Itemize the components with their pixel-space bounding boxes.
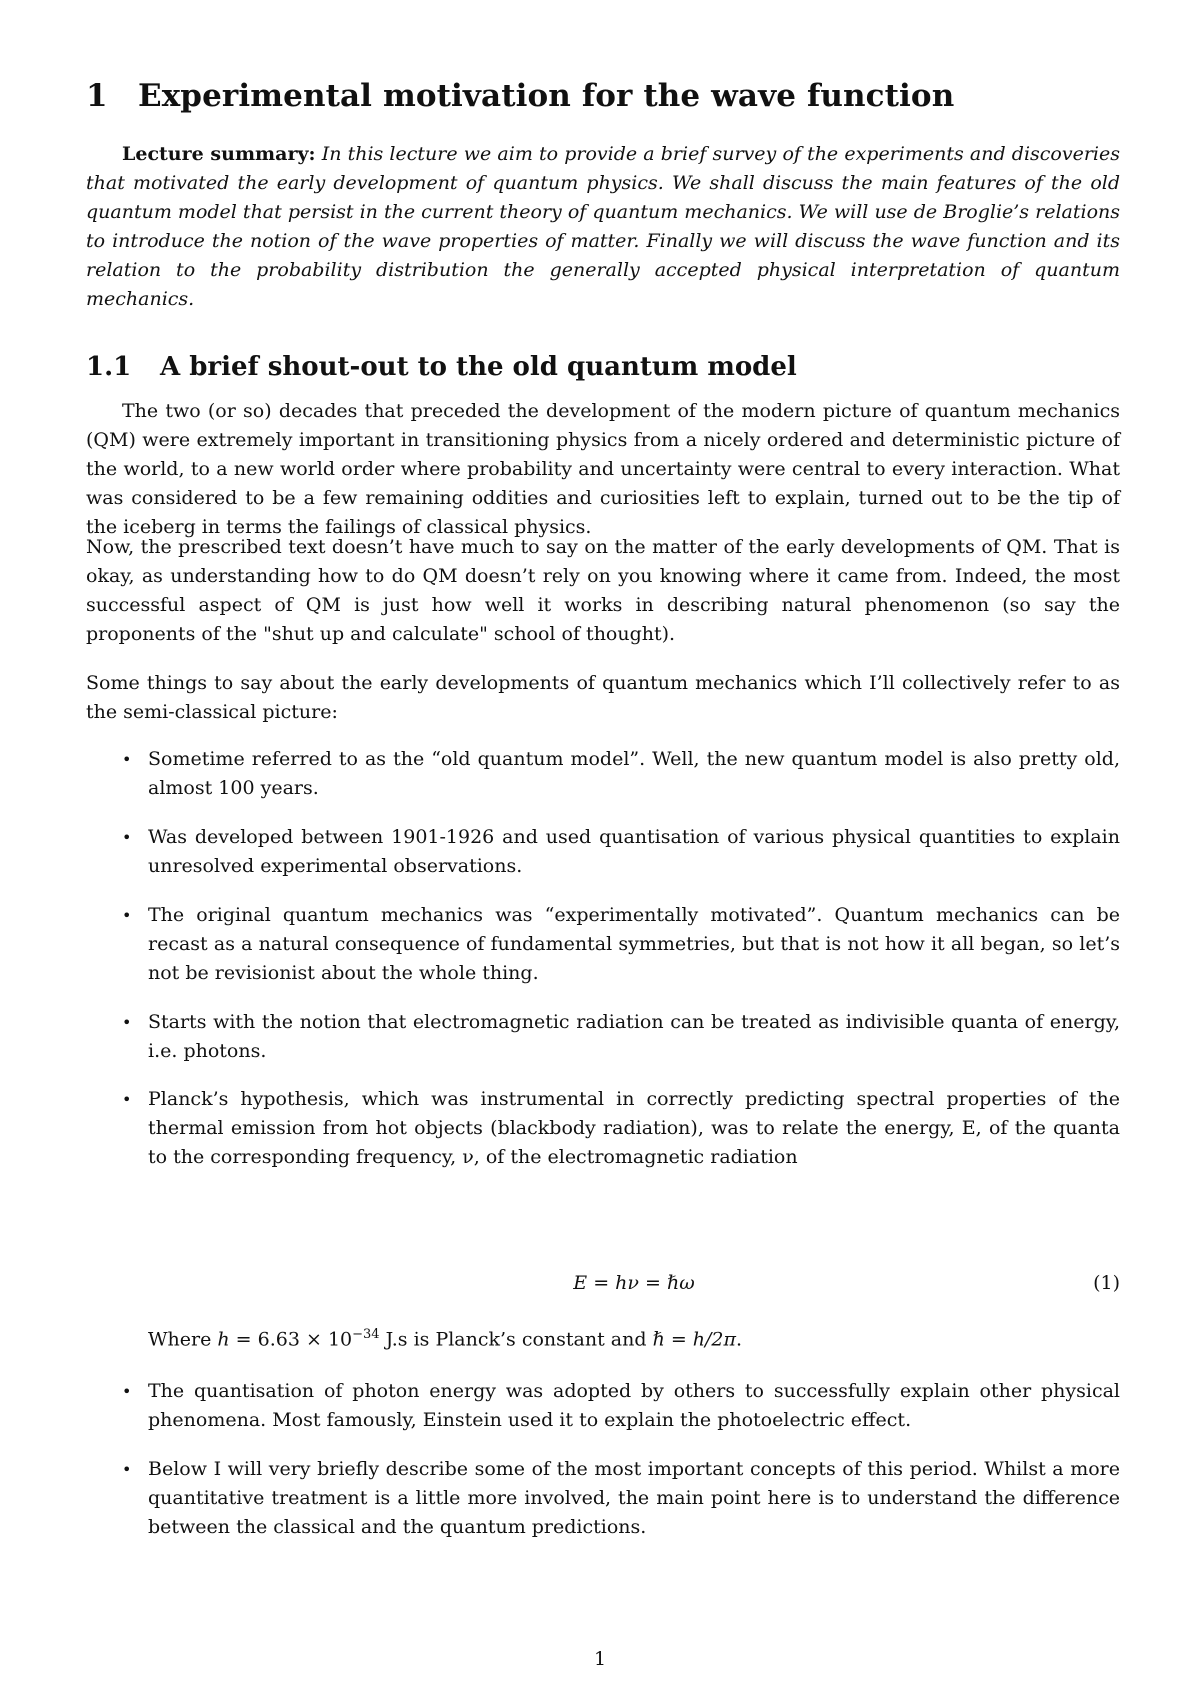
paragraph: The two (or so) decades that preceded the development of the modern picture of quantum mechanics (QM) were extremely important in transitioning physics from a nicely ordered and deterministic picture of the world, to a new world order where probability and uncertainty were central to every interaction. What was considered to be a few remaining oddities and curiosities left to explain, turned out to be the tip of the iceberg in terms the failings of classical physics. (86, 400, 1120, 538)
bullet-icon: • (122, 906, 132, 925)
paragraph: Some things to say about the early developments of quantum mechanics which I’ll collectively refer to as the semi-classical picture: (86, 672, 1120, 723)
h-value: = 6.63 × 10 (229, 1328, 353, 1351)
where-text-2: J.s is Planck’s constant and (379, 1328, 653, 1351)
equation-number: (1) (1093, 1272, 1120, 1294)
list-item-text: Was developed between 1901-1926 and used quantisation of various physical quantities to explain unresolved experimental observations. (148, 826, 1120, 877)
list-item-text: Planck’s hypothesis, which was instrumental in correctly predicting spectral properties of the thermal emission from hot objects (blackbody radiation), was to relate the energy, E, of the quanta to the corresponding frequency, ν, of the electromagnetic radiation (148, 1088, 1120, 1168)
paragraph: Now, the prescribed text doesn’t have much to say on the matter of the early developments of QM. That is okay, as understanding how to do QM doesn’t rely on you knowing where it came from. Indeed, the most successful aspect of QM is just how well it works in describing natural phenomenon (so say the proponents of the "shut up and calculate" school of thought). (86, 536, 1120, 645)
list-item-text: Below I will very briefly describe some of the most important concepts of this period. Whilst a more quantitative treatment is a little more involved, the main point here is to understand the difference between the classical and the quantum predictions. (148, 1458, 1120, 1538)
section-title: Experimental motivation for the wave function (138, 78, 955, 114)
planck-constant-line (148, 1320, 742, 1354)
list-item-text: Sometime referred to as the “old quantum model”. Well, the new quantum model is also pretty old, almost 100 years. (148, 748, 1120, 799)
lecture-summary (86, 140, 1120, 314)
list-item (86, 1377, 1120, 1435)
bullet-icon: • (122, 1460, 132, 1479)
planck-equation (148, 1269, 1120, 1299)
list-item-text: The quantisation of photon energy was adopted by others to successfully explain other physical phenomena. Most famously, Einstein used it to explain the photoelectric effect. (148, 1380, 1120, 1431)
where-text: Where (148, 1328, 218, 1351)
subsection-title: A brief shout-out to the old quantum model (160, 352, 797, 382)
list-item-text: Starts with the notion that electromagnetic radiation can be treated as indivisible quanta of energy, i.e. photons. (148, 1011, 1120, 1062)
h-symbol: h (217, 1328, 230, 1351)
hbar-expression: ℏ = h/2π (652, 1328, 737, 1351)
summary-text: In this lecture we aim to provide a brief survey of the experiments and discoveries that motivated the early development of quantum physics. We shall discuss the main features of the old quantum model that persist in the current theory of quantum mechanics. We will use de Broglie’s relations to introduce the notion of the wave properties of matter. Finally we will discuss the wave function and its relation to the probability distribution the generally accepted physical interpretation of quantum mechanics. (86, 143, 1120, 310)
list-item (86, 1455, 1120, 1542)
bullet-icon: • (122, 1090, 132, 1109)
equation-body: E = hν = ℏω (573, 1272, 695, 1294)
list-item-text: The original quantum mechanics was “experimentally motivated”. Quantum mechanics can be recast as a natural consequence of fundamental symmetries, but that is not how it all began, so let’s not be revisionist about the whole thing. (148, 904, 1120, 984)
list-item (86, 745, 1120, 803)
summary-label: Lecture summary: (122, 143, 316, 165)
list-item (86, 1008, 1120, 1066)
where-period: . (736, 1328, 743, 1351)
subsection-heading (86, 352, 797, 382)
list-item (86, 901, 1120, 988)
bullet-icon: • (122, 828, 132, 847)
section-number: 1 (86, 78, 108, 114)
h-exponent: −34 (352, 1327, 380, 1342)
list-item (86, 823, 1120, 881)
section-heading (86, 78, 954, 114)
page-number: 1 (593, 1648, 607, 1670)
subsection-number: 1.1 (86, 352, 132, 382)
bullet-icon: • (122, 750, 132, 769)
bullet-icon: • (122, 1013, 132, 1032)
list-item (86, 1085, 1120, 1172)
bullet-icon: • (122, 1382, 132, 1401)
